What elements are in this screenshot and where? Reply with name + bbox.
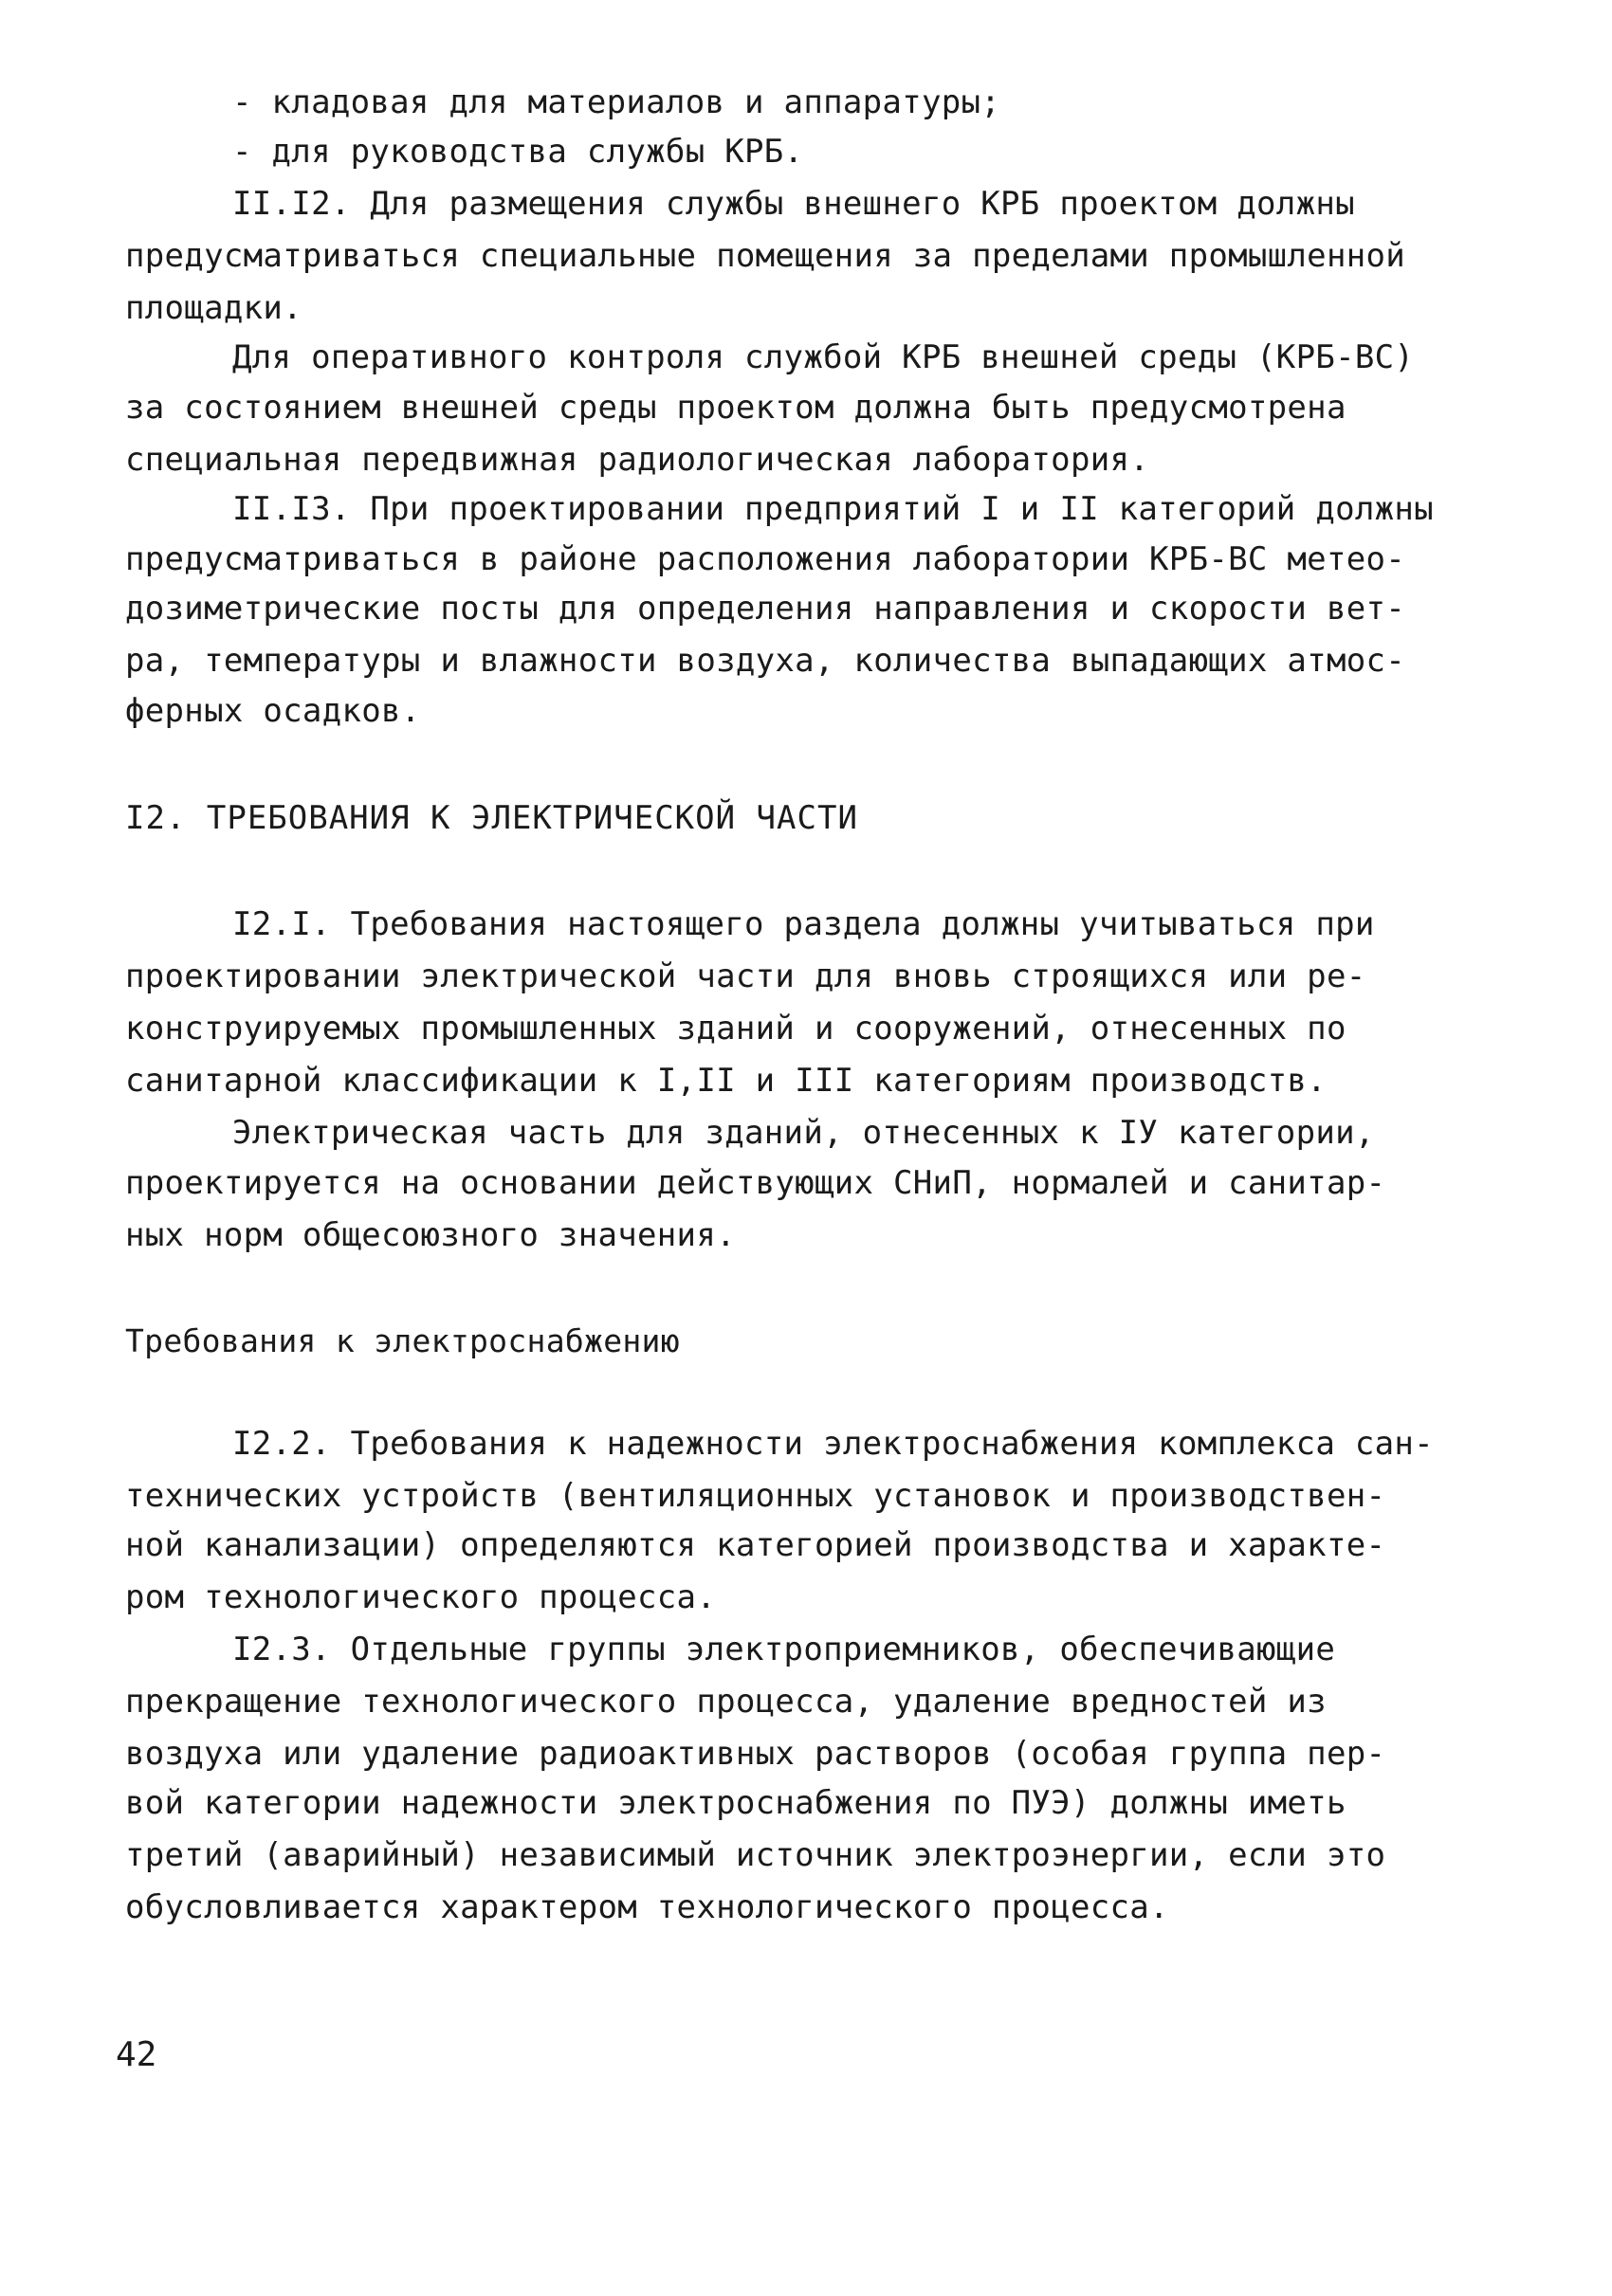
- text-line: площадки.: [125, 289, 302, 327]
- text-line: третий (аварийный) независимый источник электроэнергии, если это: [125, 1836, 1386, 1874]
- text-line: I2.2. Требования к надежности электроснабжения комплекса сан-: [232, 1425, 1434, 1463]
- text-line: прекращение технологического процесса, удаление вредностей из: [125, 1683, 1327, 1721]
- text-line: Для оперативного контроля службой КРБ внешней среды (КРБ-ВС): [232, 338, 1415, 376]
- text-line: санитарной классификации к I,II и III категориям производств.: [125, 1062, 1327, 1100]
- subsection-heading: Требования к электроснабжению: [125, 1322, 680, 1359]
- text-line: за состоянием внешней среды проектом должна быть предусмотрена: [125, 389, 1346, 427]
- text-line: Электрическая часть для зданий, отнесенных к IУ категории,: [232, 1114, 1375, 1152]
- text-line: II.I2. Для размещения службы внешнего КРБ проектом должны: [232, 185, 1355, 223]
- text-line: - для руководства службы КРБ.: [232, 133, 804, 171]
- text-line: вой категории надежности электроснабжения по ПУЭ) должны иметь: [125, 1784, 1346, 1822]
- text-line: II.I3. При проектировании предприятий I и II категорий должны: [232, 490, 1434, 528]
- text-line: воздуха или удаление радиоактивных растворов (особая группа пер-: [125, 1735, 1386, 1773]
- text-line: дозиметрические посты для определения направления и скорости вет-: [125, 590, 1406, 628]
- text-line: проектируется на основании действующих СНиП, нормалей и санитар-: [125, 1164, 1386, 1202]
- text-line: ром технологического процесса.: [125, 1578, 717, 1616]
- section-heading: I2. ТРЕБОВАНИЯ К ЭЛЕКТРИЧЕСКОЙ ЧАСТИ: [125, 799, 858, 837]
- text-line: ных норм общесоюзного значения.: [125, 1216, 736, 1254]
- text-line: предусматриваться в районе расположения лаборатории КРБ-ВС метео-: [125, 540, 1406, 578]
- text-line: - кладовая для материалов и аппаратуры;: [232, 83, 1001, 121]
- text-line: предусматриваться специальные помещения за пределами промышленной: [125, 237, 1406, 275]
- text-line: специальная передвижная радиологическая лаборатория.: [125, 441, 1150, 479]
- text-line: проектировании электрической части для вновь строящихся или ре-: [125, 957, 1366, 995]
- text-line: обусловливается характером технологического процесса.: [125, 1888, 1169, 1926]
- text-line: I2.I. Требования настоящего раздела должны учитываться при: [232, 905, 1375, 943]
- text-line: конструируемых промышленных зданий и сооружений, отнесенных по: [125, 1010, 1346, 1048]
- text-line: ра, температуры и влажности воздуха, количества выпадающих атмос-: [125, 642, 1406, 680]
- page-number: 42: [116, 2035, 157, 2074]
- text-line: ферных осадков.: [125, 692, 421, 730]
- text-line: технических устройств (вентиляционных установок и производствен-: [125, 1477, 1386, 1515]
- text-line: ной канализации) определяются категорией производства и характе-: [125, 1526, 1386, 1564]
- text-line: I2.3. Отдельные группы электроприемников, обеспечивающие: [232, 1631, 1336, 1668]
